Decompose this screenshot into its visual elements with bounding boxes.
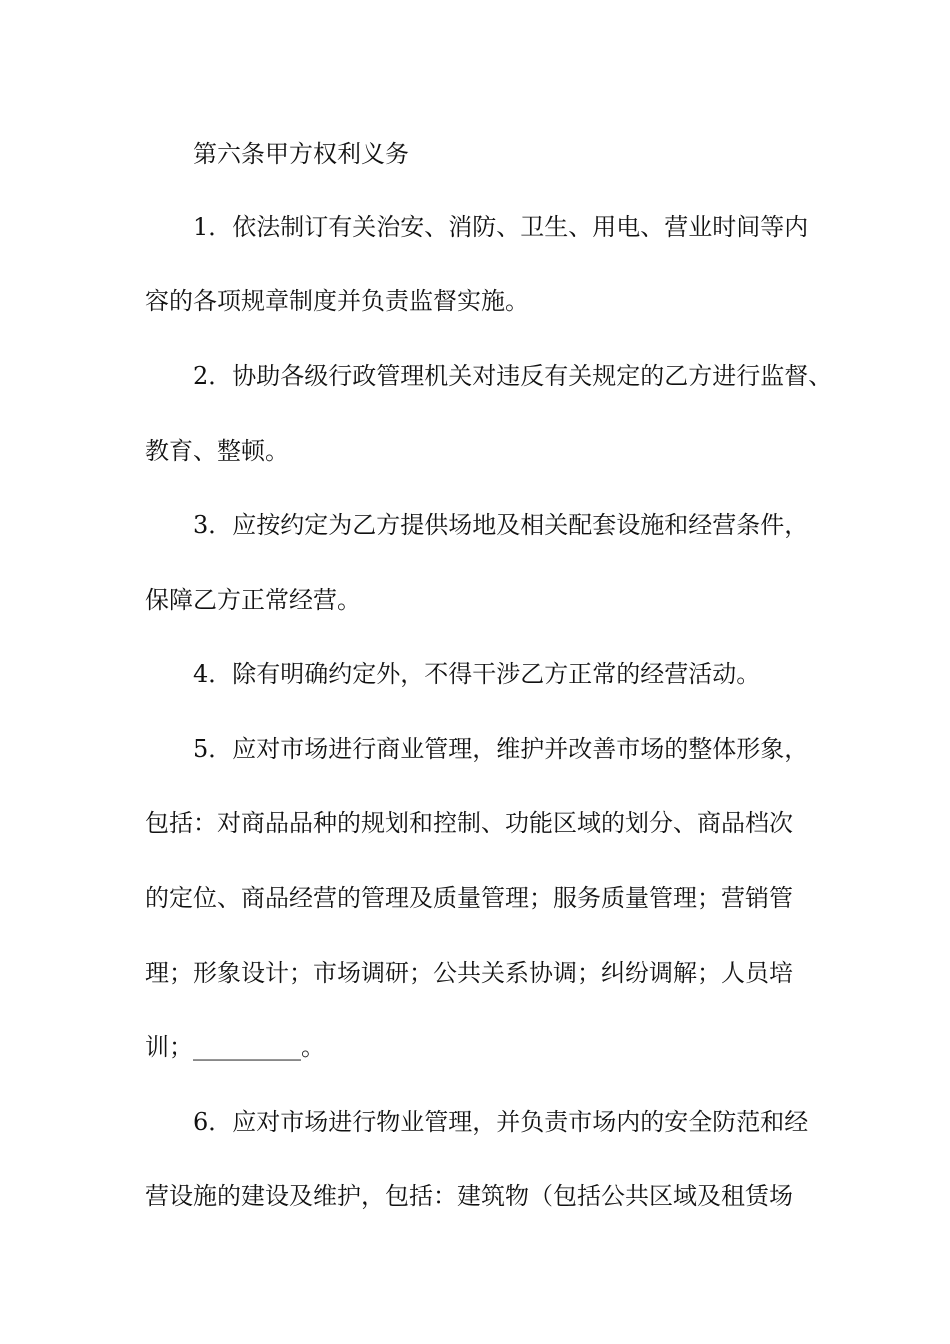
- paragraph-line: 容的各项规章制度并负责监督实施。: [145, 287, 529, 315]
- article-heading: 第六条甲方权利义务: [193, 140, 409, 168]
- paragraph-line: 6．应对市场进行物业管理，并负责市场内的安全防范和经: [193, 1108, 809, 1136]
- paragraph-line: 理；形象设计；市场调研；公共关系协调；纠纷调解；人员培: [145, 959, 793, 987]
- paragraph-line: 的定位、商品经营的管理及质量管理；服务质量管理；营销管: [145, 884, 793, 912]
- paragraph-line: 营设施的建设及维护，包括：建筑物（包括公共区域及租赁场: [145, 1182, 793, 1210]
- paragraph-line: 保障乙方正常经营。: [145, 586, 361, 614]
- paragraph-line: 4．除有明确约定外，不得干涉乙方正常的经营活动。: [193, 660, 761, 688]
- paragraph-line: 包括：对商品品种的规划和控制、功能区域的划分、商品档次: [145, 809, 793, 837]
- paragraph-line: 5．应对市场进行商业管理，维护并改善市场的整体形象，: [193, 735, 809, 763]
- paragraph-line: 2．协助各级行政管理机关对违反有关规定的乙方进行监督、: [193, 362, 833, 390]
- paragraph-line: 3．应按约定为乙方提供场地及相关配套设施和经营条件，: [193, 511, 809, 539]
- paragraph-line: 训；_________。: [145, 1033, 325, 1061]
- paragraph-line: 1．依法制订有关治安、消防、卫生、用电、营业时间等内: [193, 213, 809, 241]
- paragraph-line: 教育、整顿。: [145, 437, 289, 465]
